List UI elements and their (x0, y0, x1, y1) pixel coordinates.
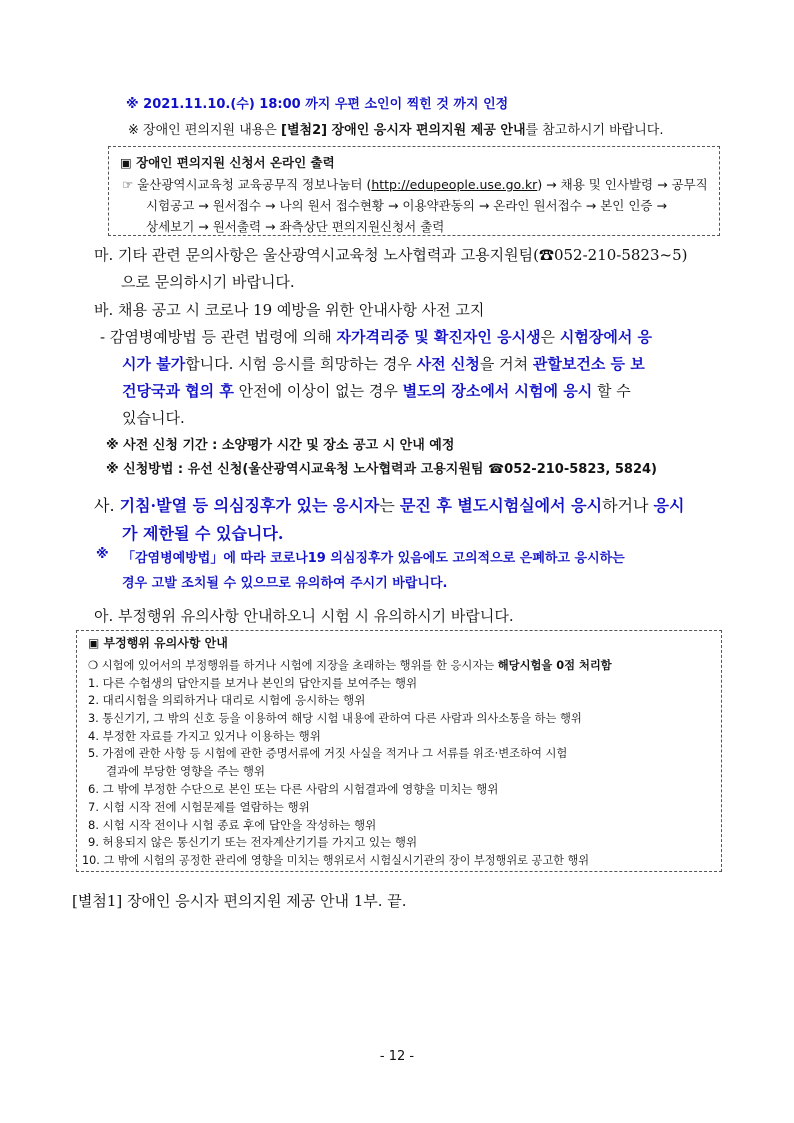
ba-l1-c: 은 (540, 328, 560, 346)
ba-l3-b: 안전에 이상이 없는 경우 (233, 382, 403, 400)
sa-l1-e: 하거나 (602, 496, 654, 515)
note-attachment-ref: [별첨2] 장애인 응시자 편의지원 제공 안내 (281, 123, 526, 138)
online-box-line1-prefix: ☞ 울산광역시교육청 교육공무직 정보나눔터 ( (122, 177, 372, 192)
note-prefix: ※ 장애인 편의지원 내용은 (128, 123, 282, 138)
fraud-item: 5. 가점에 관한 사항 등 시험에 관한 증명서류에 거짓 사실을 적거나 그 서류를 위조·변조하여 시험 (88, 747, 568, 760)
online-box-line2: 시험공고 → 원서접수 → 나의 원서 접수현황 → 이용약관동의 → 온라인 원서접수 → 본인 인증 → (146, 198, 667, 213)
warning-line2: 경우 고발 조치될 수 있으므로 유의하여 주시기 바랍니다. (122, 576, 448, 591)
ba-l1-test-site: 시험장에서 응 (559, 328, 653, 346)
warn-mark: ※ (96, 547, 109, 562)
warning-line1: 「감염병예방법」에 따라 코로나19 의심징후가 있음에도 고의적으로 은폐하고 응시하는 (122, 551, 625, 566)
support-reference-note (128, 119, 664, 138)
fraud-item: 7. 시험 시작 전에 시험문제를 열람하는 행위 (88, 800, 310, 814)
fraud-intro-text: ❍ 시험에 있어서의 부정행위를 하거나 시험에 지장을 초래하는 행위를 한 응시자는 (88, 659, 498, 672)
fraud-item: 9. 허용되지 않은 통신기기 또는 전자계산기기를 가지고 있는 행위 (88, 835, 418, 849)
fraud-box-title: ▣ 부정행위 유의사항 안내 (88, 636, 228, 650)
section-ba-heading: 바. 채용 공고 시 코로나 19 예방을 위한 안내사항 사전 고지 (94, 301, 485, 319)
fraud-box-intro (88, 657, 612, 673)
fraud-item: 4. 부정한 자료를 가지고 있거나 이용하는 행위 (88, 729, 321, 743)
online-box-line1-suffix: ) → 채용 및 인사발령 → 공무직 (537, 177, 708, 192)
pre-apply-period: ※ 사전 신청 기간 : 소양평가 시간 및 장소 공고 시 안내 예정 (106, 438, 455, 453)
page-number: - 12 - (379, 1049, 415, 1064)
apply-method: ※ 신청방법 : 유선 신청(울산광역시교육청 노사협력과 고용지원팀 ☎052-210-5823, 5824) (106, 462, 657, 477)
fraud-item: 10. 그 밖에 시험의 공정한 관리에 영향을 미치는 행위로서 시험실시기관의 장이 부정행위로 공고한 행위 (82, 854, 590, 867)
ba-l3-d: 할 수 (592, 382, 631, 400)
fraud-item: 2. 대리시험을 의뢰하거나 대리로 시험에 응시하는 행위 (88, 693, 366, 707)
fraud-item: 8. 시험 시작 전이나 시험 종료 후에 답안을 작성하는 행위 (88, 818, 377, 832)
fraud-item: 1. 다른 수험생의 답안지를 보거나 본인의 답안지를 보여주는 행위 (88, 676, 418, 690)
section-ma-line1: 마. 기타 관련 문의사항은 울산광역시교육청 노사협력과 고용지원팀(☎052-210-5823~5) (94, 246, 688, 264)
fraud-item-continued: 결과에 부당한 영향을 주는 행위 (106, 764, 266, 778)
note-suffix: 를 참고하시기 바랍니다. (525, 123, 664, 138)
online-box-line3: 상세보기 → 원서출력 → 좌측상단 편의지원신청서 출력 (146, 219, 445, 234)
ba-l2-b: 합니다. 시험 응시를 희망하는 경우 (185, 355, 417, 373)
ba-l1-quarantine: 자가격리중 및 확진자인 응시생 (336, 328, 541, 346)
section-a-heading: 아. 부정행위 유의사항 안내하오니 시험 시 유의하시기 바랍니다. (94, 607, 514, 625)
online-box-line1 (122, 175, 708, 193)
sa-symptoms: 기침·발열 등 의심징후가 있는 응시자 (119, 496, 380, 515)
edupeople-link[interactable]: http://edupeople.use.go.kr (371, 177, 538, 192)
deadline-note: ※ 2021.11.10.(수) 18:00 까지 우편 소인이 찍힌 것 까지 인정 (126, 97, 509, 112)
ba-l2-not-allowed: 시가 불가 (122, 355, 186, 373)
sa-l1-c: 는 (379, 496, 400, 515)
ba-l2-d: 을 거쳐 (479, 355, 533, 373)
ba-l2-health-center: 관할보건소 등 보 (532, 355, 645, 373)
section-sa-line1 (94, 493, 684, 516)
section-ba-line2 (122, 353, 645, 374)
section-sa-line2: 가 제한될 수 있습니다. (122, 524, 284, 543)
section-ba-line3 (122, 380, 631, 401)
ba-l2-pre-apply: 사전 신청 (416, 355, 480, 373)
attachment-line: [별첨1] 장애인 응시자 편의지원 제공 안내 1부. 끝. (72, 892, 407, 910)
sa-marker: 사. (94, 496, 120, 515)
fraud-item: 3. 통신기기, 그 밖의 신호 등을 이용하여 해당 시험 내용에 관하여 다른 사람과 의사소통을 하는 행위 (88, 712, 582, 725)
fraud-item: 6. 그 밖에 부정한 수단으로 본인 또는 다른 사람의 시험결과에 영향을 미치는 행위 (88, 782, 499, 796)
sa-l1-f: 응시 (653, 496, 685, 515)
section-ba-line1 (100, 326, 652, 347)
section-ba-line4: 있습니다. (122, 409, 185, 427)
ba-l1-a: - 감염병예방법 등 관련 법령에 의해 (100, 328, 337, 346)
ba-l3-separate-room: 별도의 장소에서 시험에 응시 (402, 382, 593, 400)
fraud-zero-score: 해당시험을 0점 처리함 (497, 659, 612, 672)
ba-l3-consult: 건당국과 협의 후 (122, 382, 234, 400)
section-ma-line2: 으로 문의하시기 바랍니다. (121, 273, 295, 291)
online-box-title: ▣ 장애인 편의지원 신청서 온라인 출력 (120, 155, 335, 170)
sa-separate-exam: 문진 후 별도시험실에서 응시 (399, 496, 603, 515)
